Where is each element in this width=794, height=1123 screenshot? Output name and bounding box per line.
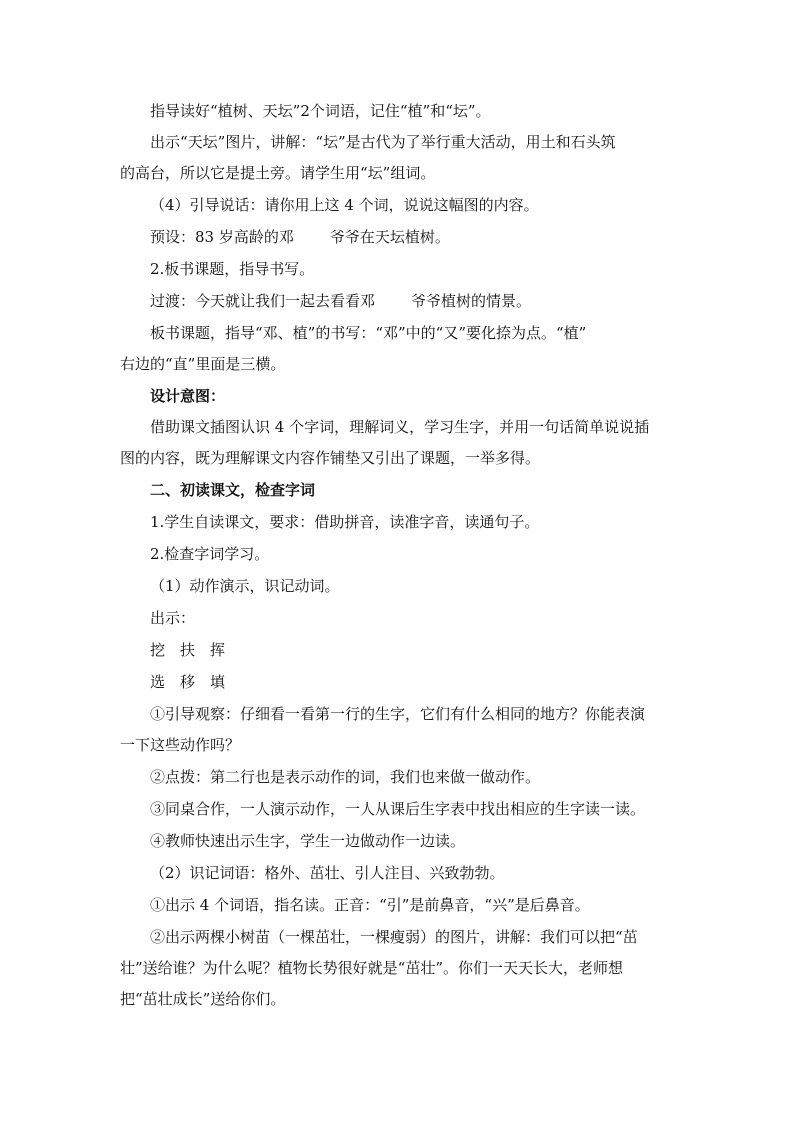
paragraph-intent-line2: 图的内容，既为理解课文内容作铺垫又引出了课题，一举多得。 — [120, 449, 541, 467]
paragraph-tiantan-line2: 的高台，所以它是提土旁。请学生用“坛”组词。 — [120, 164, 436, 182]
paragraph-check-words: 2.检查字词学习。 — [150, 545, 270, 563]
paragraph-action-demo: （1）动作演示，识记动词。 — [150, 577, 340, 595]
paragraph-self-read: 1.学生自读课文，要求：借助拼音，读准字音，读通句子。 — [150, 513, 540, 531]
preset-text-part1: 预设：83 岁高龄的邓 — [150, 228, 294, 246]
paragraph-observe-line1: ①引导观察：仔细看一看第一行的生字，它们有什么相同的地方？你能表演 — [150, 705, 646, 723]
preset-text-part2: 爷爷在天坛植树。 — [329, 228, 450, 246]
paragraph-board-title: 2.板书课题，指导书写。 — [150, 260, 315, 278]
character-row-2: 选 移 填 — [150, 673, 226, 691]
paragraph-show: 出示： — [150, 609, 196, 627]
paragraph-transition — [120, 286, 680, 317]
paragraph-observe-line2: 一下这些动作吗？ — [120, 736, 241, 754]
paragraph-guided-speech: （4）引导说话：请你用上这 4 个词，说说这幅图的内容。 — [150, 196, 539, 214]
character-row-1: 挖 扶 挥 — [150, 641, 226, 659]
paragraph-teacher-show: ④教师快速出示生字，学生一边做动作一边读。 — [150, 832, 466, 850]
transition-text-part1: 过渡：今天就让我们一起去看看邓 — [150, 292, 376, 310]
heading-section-two: 二、初读课文，检查字词 — [150, 481, 316, 499]
paragraph-pronunciation: ①出示 4 个词语，指名读。正音：“引”是前鼻音，“兴”是后鼻音。 — [150, 896, 590, 914]
paragraph-tiantan-line1: 出示“天坛”图片，讲解：“坛”是古代为了举行重大活动，用土和石头筑 — [150, 133, 616, 151]
paragraph-pair-work: ③同桌合作，一人演示动作，一人从课后生字表中找出相应的生字读一读。 — [150, 800, 646, 818]
paragraph-hint: ②点拨：第二行也是表示动作的词，我们也来做一做动作。 — [150, 768, 541, 786]
paragraph-writing-line2: 右边的“直”里面是三横。 — [120, 355, 286, 373]
paragraph-read-words: 指导读好“植树、天坛”2个词语，记住“植”和“坛”。 — [150, 102, 491, 120]
paragraph-preset — [120, 222, 680, 253]
paragraph-seedlings-line2: 壮”送给谁？为什么呢？植物长势很好就是“茁壮”。你们一天天长大，老师想 — [120, 959, 624, 977]
paragraph-intent-line1: 借助课文插图认识 4 个字词，理解词义，学习生字，并用一句话简单说说插 — [150, 418, 650, 436]
paragraph-seedlings-line3: 把“茁壮成长”送给你们。 — [120, 990, 286, 1008]
paragraph-word-recognition: （2）识记词语：格外、茁壮、引人注目、兴致勃勃。 — [150, 864, 505, 882]
transition-text-part2: 爷爷植树的情景。 — [411, 292, 532, 310]
heading-design-intent: 设计意图： — [150, 387, 226, 405]
paragraph-seedlings-line1: ②出示两棵小树苗（一棵茁壮，一棵瘦弱）的图片，讲解：我们可以把“茁 — [150, 928, 638, 946]
paragraph-writing-line1: 板书课题，指导“邓、植”的书写：“邓”中的“又”要化捺为点。“植” — [150, 324, 587, 342]
